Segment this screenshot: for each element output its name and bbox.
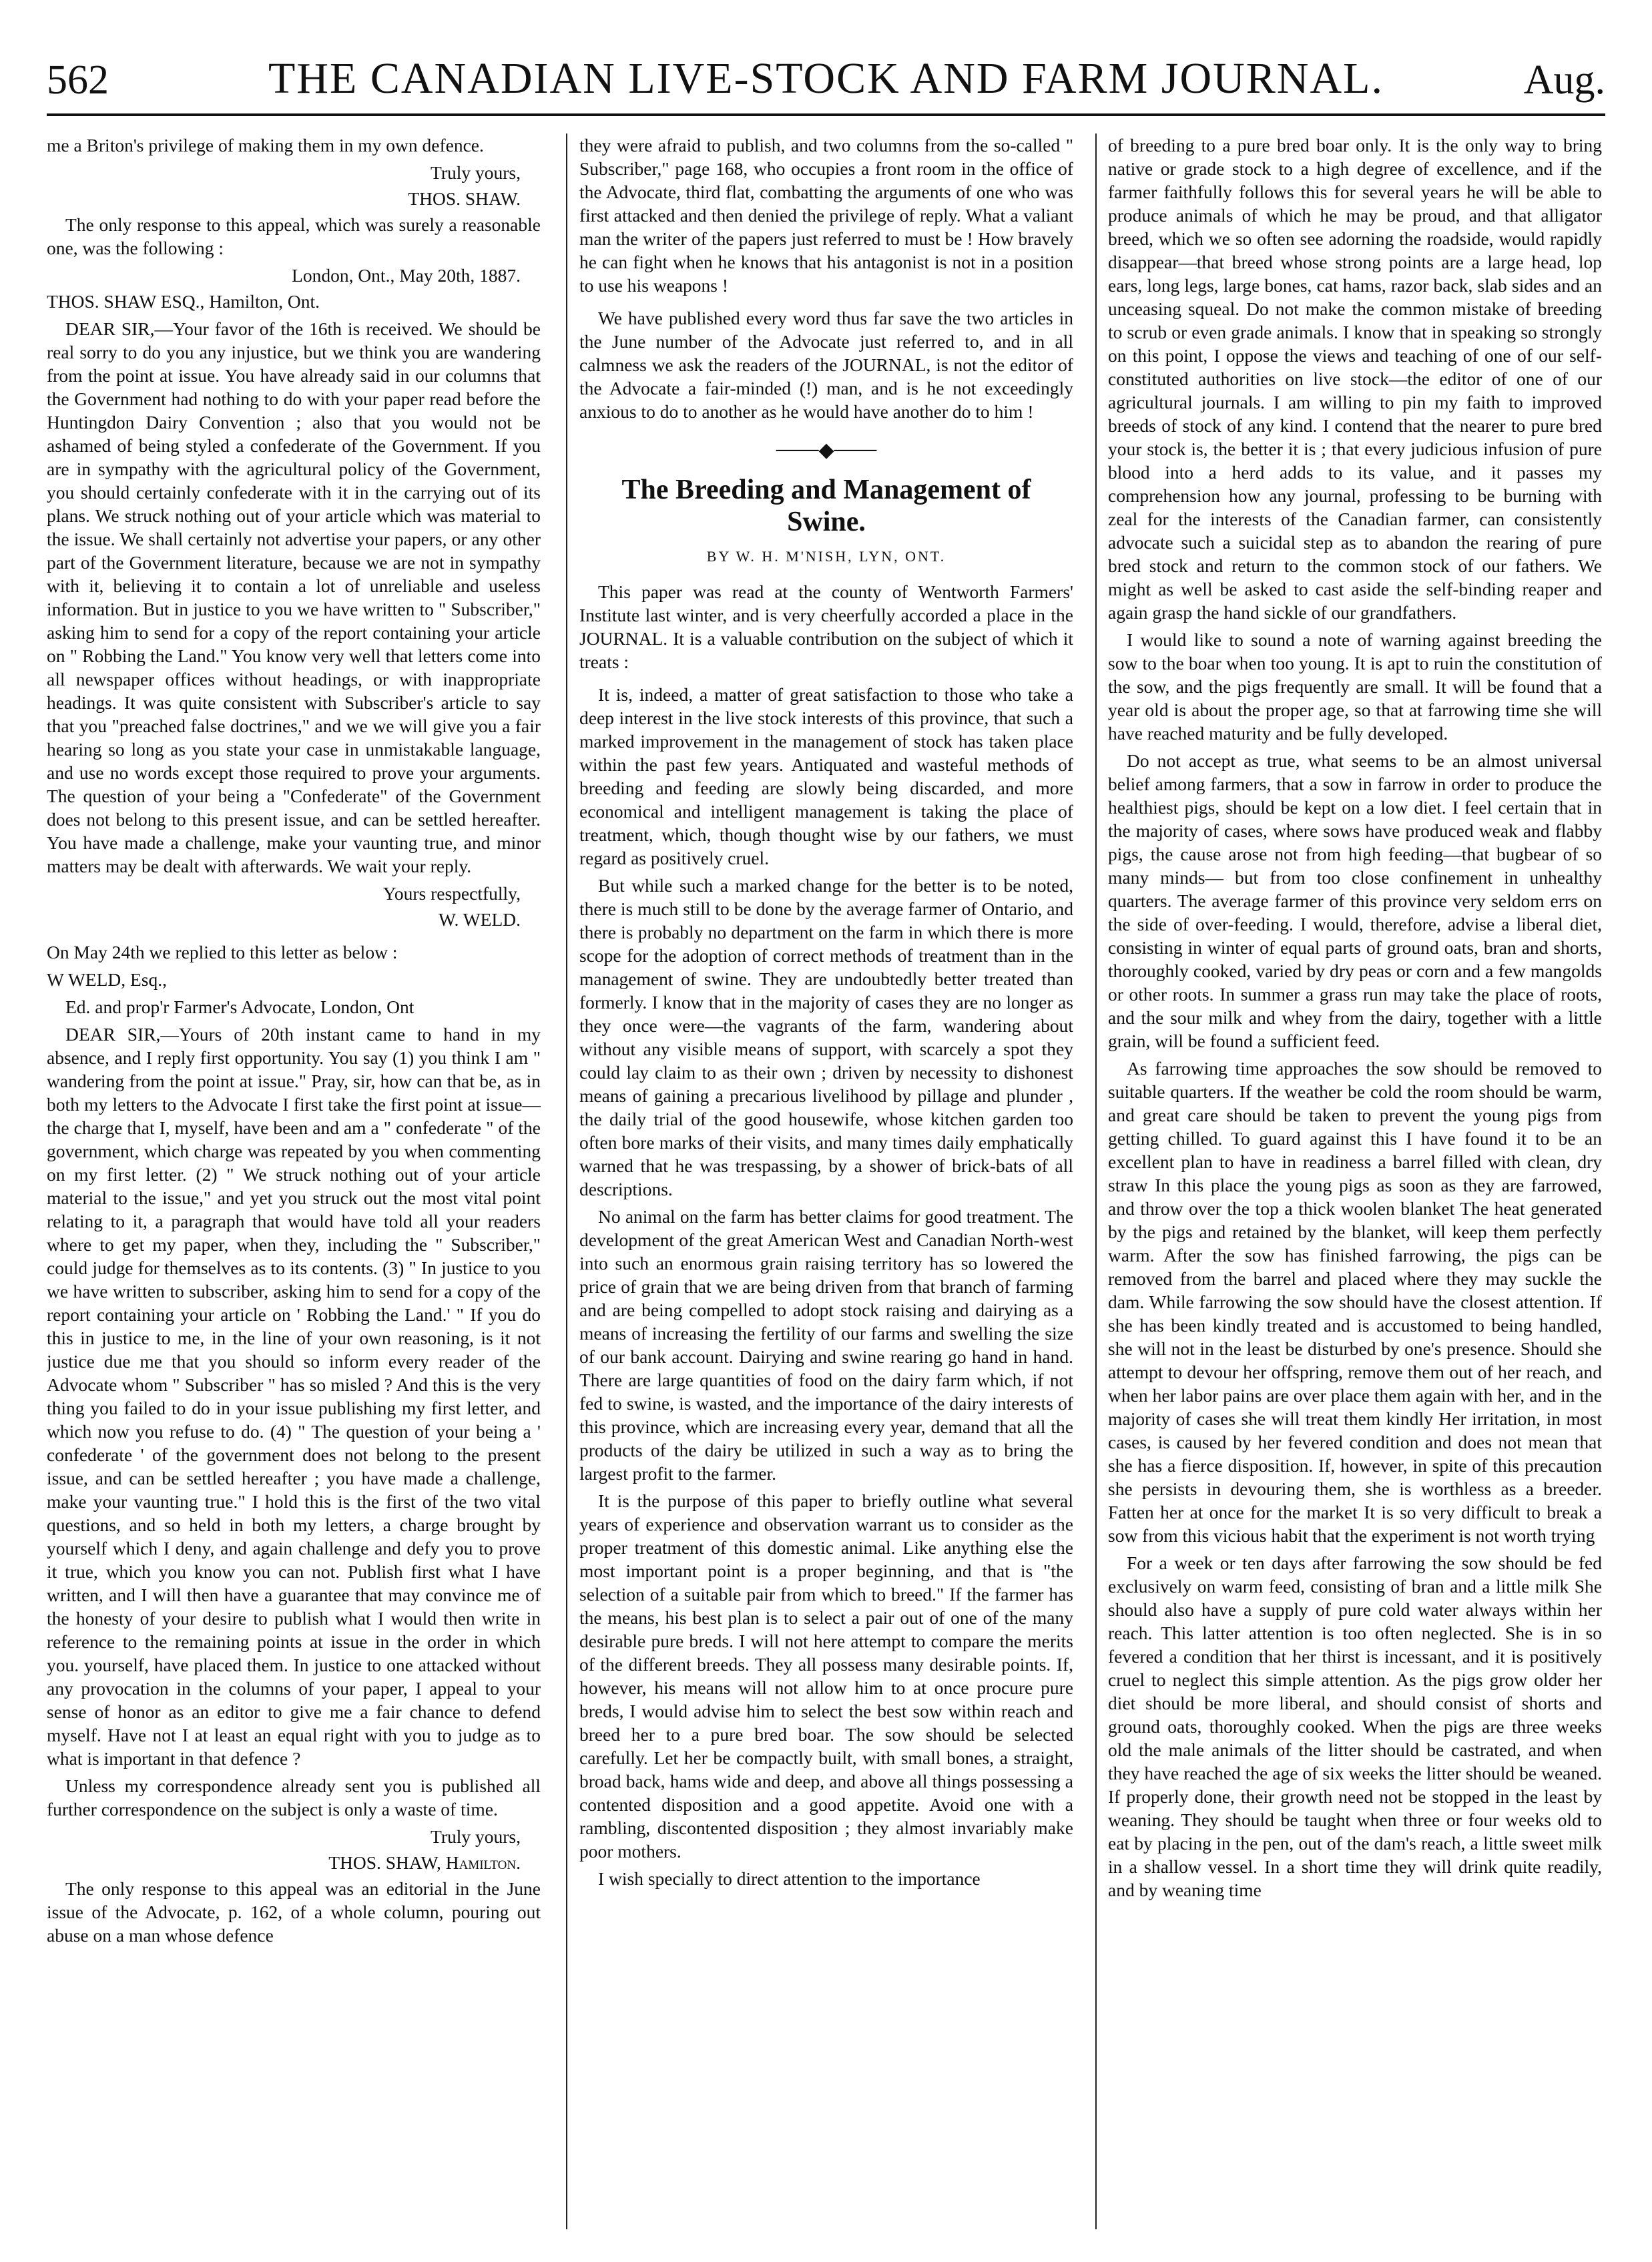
article-paragraph: No animal on the farm has better claims for good treatment. The development of the great American West and Canadian North-west into such an enormous grain raising territory has so lowered the price of grain that we are being driven from that branch of farming and are being compelled to adopt stock raising and dairying as a means of increasing the fertility of our farms and swelling the size of our bank account. Dairying and swine rearing go hand in hand. There are large quantities of food on the dairy farm which, if not fed to swine, is wasted, and the importance of the dairy interests of this province, which are increasing every year, demand that all the products of the dairy be utilized in such a way as to bring the largest profit to the farmer. bbox=[579, 1206, 1073, 1484]
section-ornament: ───◆─── bbox=[776, 439, 877, 461]
paragraph: On May 24th we replied to this letter as below : bbox=[47, 942, 398, 962]
article-paragraph: But while such a marked change for the better is to be noted, there is much still to be done by the average farmer of Ontario, and there is probably no department on the farm in which there is more scope for the adoption of correct methods of treatment than in the management of swine. They are undoubtedly better treated than formerly. I know that in the majority of cases they are no longer as they once were—the vagrants of the farm, wandering about without any visible means of support, with scarcely a spot they could lay claim to as their own ; driven by necessity to dishonest means of gaining a precarious livelihood by pillage and plunder , the daily trial of the good housewife, whose kitchen garden too often bore marks of their visits, and many times daily emphatically warned that he was trespassing, by a shower of brick-bats of all descriptions. bbox=[579, 875, 1073, 1199]
column-2 bbox=[579, 133, 1073, 2236]
article-paragraph: It is, indeed, a matter of great satisfaction to those who take a deep interest in the live stock interests of this province, that such a marked improvement in the management of stock has taken place within the past few years. Antiquated and wasteful methods of breeding and feeding are slowly being discarded, and more economical and intelligent management is taking the place of treatment, which, though thought wise by our fathers, we must regard as positively cruel. bbox=[579, 684, 1073, 868]
letter-closing: Yours respectfully, bbox=[382, 883, 521, 904]
column-rule bbox=[1095, 133, 1097, 2229]
article-byline: BY W. H. M'NISH, LYN, ONT. bbox=[706, 548, 946, 565]
paragraph: me a Briton's privilege of making them in my own defence. bbox=[47, 135, 484, 156]
signature: THOS. SHAW. bbox=[408, 188, 521, 209]
signature: THOS. SHAW, Hamilton. bbox=[328, 1852, 521, 1873]
issue-month: Aug. bbox=[1523, 57, 1605, 103]
article-intro: This paper was read at the county of Wentworth Farmers' Institute last winter, and is very cheerfully accorded a place in the JOURNAL. It is a valuable contribution on the subject of which it treats : bbox=[579, 581, 1073, 672]
article-paragraph: of breeding to a pure bred boar only. It is the only way to bring native or grade stock to a high degree of excellence, and if the farmer faithfully follows this for several years he will be able to produce animals of which he may be proud, and that alligator breed, which we so often see adorning the roadside, would rapidly disappear—that breed whose strong points are a large head, lop ears, long legs, large bones, cat hams, razor back, slab sides and an unceasing squeal. Do not make the common mistake of breeding to scrub or even grade animals. I know that in speaking so strongly on this point, I oppose the views and teaching of one of our self-constituted authorities on live stock—the editor of one of our agricultural journals. I am willing to pin my faith to improved breeds of stock of any kind. I contend that the nearer to pure bred your stock is, the better it is ; that every judicious infusion of pure blood into a herd adds to its value, and it passes my comprehension how any journal, professing to be burning with zeal for the interests of the Canadian farmer, can consistently advocate such a suicidal step as to abandon the rearing of pure bred stock and return to the common stock of our fathers. We might as well be asked to cast aside the self-binding reaper and again grasp the hand sickle of our grandfathers. bbox=[1108, 135, 1602, 623]
column-rule bbox=[566, 133, 567, 2229]
letter-closing: Truly yours, bbox=[431, 1826, 521, 1847]
signature: W. WELD. bbox=[439, 909, 521, 930]
letter-body: Unless my correspondence already sent you is published all further correspondence on the subject is only a waste of time. bbox=[47, 1775, 541, 1819]
addressee: THOS. SHAW ESQ., Hamilton, Ont. bbox=[47, 291, 320, 312]
column-1 bbox=[47, 133, 541, 2236]
paragraph: The only response to this appeal was an editorial in the June issue of the Advocate, p. 162, of a whole column, pouring out abuse on a man whose defence bbox=[47, 1878, 541, 1946]
addressee: W WELD, Esq., bbox=[47, 969, 167, 990]
addressee: Ed. and prop'r Farmer's Advocate, London, Ont bbox=[65, 997, 415, 1017]
article-paragraph: For a week or ten days after farrowing the sow should be fed exclusively on warm feed, consisting of bran and a little milk She should also have a supply of pure cold water always within her reach. This latter attention is too often neglected. She is in so fevered a condition that her thirst is incessant, and it is positively cruel to neglect this simple attention. As the pigs grow older her diet should be more liberal, and should consist of shorts and ground oats, thoroughly cooked. When the pigs are three weeks old the male animals of the litter should be castrated, and when they have reached the age of six weeks the litter should be weaned. If properly done, their growth need not be stopped in the least by weaning. They should be taught when three or four weeks old to eat by placing in the pen, out of the dam's reach, a little sweet milk in a shallow vessel. In a short time they will drink quite readily, and by weaning time bbox=[1108, 1552, 1602, 1900]
article-paragraph: I wish specially to direct attention to the importance bbox=[598, 1868, 981, 1889]
paragraph: We have published every word thus far save the two articles in the June number of the Advocate just referred to, and in all calmness we ask the readers of the JOURNAL, is not the editor of the Advocate a fair-minded (!) man, and is he not exceedingly anxious to do to another as he would have another do to him ! bbox=[579, 308, 1073, 422]
article-paragraph: I would like to sound a note of warning against breeding the sow to the boar when too young. It is apt to ruin the constitution of the sow, and the pigs frequently are small. It will be found that a year old is about the proper age, so that at farrowing time she will have reached maturity and be fully developed. bbox=[1108, 629, 1602, 744]
page-number: 562 bbox=[47, 57, 109, 103]
journal-title: THE CANADIAN LIVE-STOCK AND FARM JOURNAL. bbox=[268, 54, 1384, 103]
page-header bbox=[47, 40, 1605, 116]
letter-body: DEAR SIR,—Yours of 20th instant came to hand in my absence, and I reply first opportunity. You say (1) you think I am " wandering from the point at issue." Pray, sir, how can that be, as in both my letters to the Advocate I first take the first point at issue—the charge that I, myself, have been and am a " confederate " of the government, which charge was repeated by you when commenting on my first letter. (2) " We struck nothing out of your article material to the issue," and yet you struck out the most vital point relating to it, a paragraph that would have told all your readers where to get my paper, when they, including the " Subscriber," could judge for themselves as to its contents. (3) " In justice to you we have written to subscriber, asking him to send for a copy of the report containing your article on ' Robbing the Land.' " If you do this in justice to me, in the line of your own reasoning, is it not justice due me that you should so inform every reader of the Advocate whom " Subscriber " has so misled ? And this is the very thing you failed to do in your issue publishing my first letter, and which now you refuse to do. (4) " The question of your being a ' confederate ' of the government does not belong to the present issue, and can be settled hereafter ; you have made a challenge, make your vaunting true." I hold this is the first of the two vital questions, and so held in both my letters, a charge brought by yourself which I deny, and again challenge and defy you to prove it true, which you know you can not. Publish first what I have written, and I will then have a guarantee that may convince me of the honesty of your desire to publish what I would then write in reference to the remaining points at issue in the order in which you. yourself, have placed them. In justice to one attacked without any provocation in the columns of your paper, I appeal to your sense of honor as an editor to give me a fair chance to defend myself. Have not I at least an equal right with you to judge as to what is important in that defence ? bbox=[47, 1024, 541, 1769]
paragraph: they were afraid to publish, and two columns from the so-called " Subscriber," page 168, who occupies a front room in the office of the Advocate, third flat, combatting the arguments of one who was first attacked and then denied the privilege of reply. What a valiant man the writer of the papers just referred to must be ! How bravely he can fight when he knows that his antagonist is not in a position to use his weapons ! bbox=[579, 135, 1073, 296]
article-paragraph: As farrowing time approaches the sow should be removed to suitable quarters. If the weather be cold the room should be warm, and great care should be taken to prevent the young pigs from getting chilled. To guard against this I have found it to be an excellent plan to have in readiness a barrel filled with clean, dry straw In this place the young pigs as soon as they are farrowed, and throw over the top a thick woolen blanket The heat generated by the pigs and retained by the blanket, will keep them perfectly warm. After the sow has finished farrowing, the pigs can be removed from the barrel and placed where they may suckle the dam. While farrowing the sow should have the closest attention. If she has been kindly treated and is accustomed to being handled, she will not in the least be disturbed by one's presence. Should she attempt to devour her offspring, remove them out of her reach, and when her labor pains are over place them again with her, and in the majority of cases she will treat them kindly Her irritation, in most cases, is caused by her fevered condition and does not mean that she has a fierce disposition. If, however, in spite of this precaution she persists in devouring them, she is worthless as a breeder. Fatten her at once for the market It is so very difficult to break a sow from this vicious habit that the experiment is not worth trying bbox=[1108, 1058, 1602, 1546]
column-3 bbox=[1108, 133, 1602, 2236]
dateline: London, Ont., May 20th, 1887. bbox=[292, 265, 521, 286]
paragraph: The only response to this appeal, which was surely a reasonable one, was the following : bbox=[47, 214, 541, 258]
letter-closing: Truly yours, bbox=[431, 162, 521, 183]
article-paragraph: Do not accept as true, what seems to be an almost universal belief among farmers, that a sow in farrow in order to produce the healthiest pigs, should be kept on a low diet. I feel certain that in the majority of cases, where sows have produced weak and flabby pigs, the cause arose not from high feeding—that bugbear of so many minds— but from too close confinement in unhealthy quarters. The average farmer of this province very seldom errs on the side of over-feeding. I would, therefore, advise a liberal diet, consisting in winter of equal parts of ground oats, bran and shorts, thoroughly cooked, varied by dry peas or corn and a few mangolds or other roots. In summer a grass run may take the place of roots, and the sour milk and whey from the dairy, together with a little grain, will be found a sufficient feed. bbox=[1108, 750, 1602, 1051]
letter-body: DEAR SIR,—Your favor of the 16th is received. We should be real sorry to do you any injustice, but we think you are wandering from the point at issue. You have already said in our columns that the Government had nothing to do with your paper read before the Huntingdon Dairy Convention ; also that you would not be ashamed of being styled a confederate of the Government. If you are in sympathy with the agricultural policy of the Government, you should certainly confederate with it in the carrying out of its plans. We struck nothing out of your article which was material to the issue. We shall certainly not advertise your papers, or any other part of the Government literature, because we are not in sympathy with it, believing it to contain a lot of unreliable and useless information. But in justice to you we have written to " Subscriber," asking him to send for a copy of the report containing your article on " Robbing the Land." You know very well that letters come into all newspaper offices without headings, or with inappropriate headings. It was quite consistent with Subscriber's article to say that you "preached false doctrines," and we we will give you a fair hearing so long as you state your case in unmistakable language, and use no words except those required to prove your arguments. The question of your being a "Confederate" of the Government does not belong to this present issue, and can be settled hereafter. You have made a challenge, make your vaunting true, and minor matters may be dealt with afterwards. We wait your reply. bbox=[47, 318, 541, 876]
article-title: The Breeding and Management of Swine. bbox=[621, 475, 1031, 537]
article-paragraph: It is the purpose of this paper to briefly outline what several years of experience and observation warrant us to consider as the proper treatment of this domestic animal. Like anything else the most important point is a proper beginning, and that is "the selection of a suitable pair from which to breed." If the farmer has the means, his best plan is to select a pair out of one of the many desirable pure breds. I will not here attempt to compare the merits of the different breeds. They all possess many desirable points. If, however, his means will not allow him to at once procure pure breds, I would advise him to select the best sow within reach and breed her to a pure bred boar. The sow should be selected carefully. Let her be compactly built, with small bones, a straight, broad back, hams wide and deep, and above all things possessing a contented disposition and a good appetite. Avoid one with a rambling, discontented disposition ; they almost invariably make poor mothers. bbox=[579, 1490, 1073, 1862]
